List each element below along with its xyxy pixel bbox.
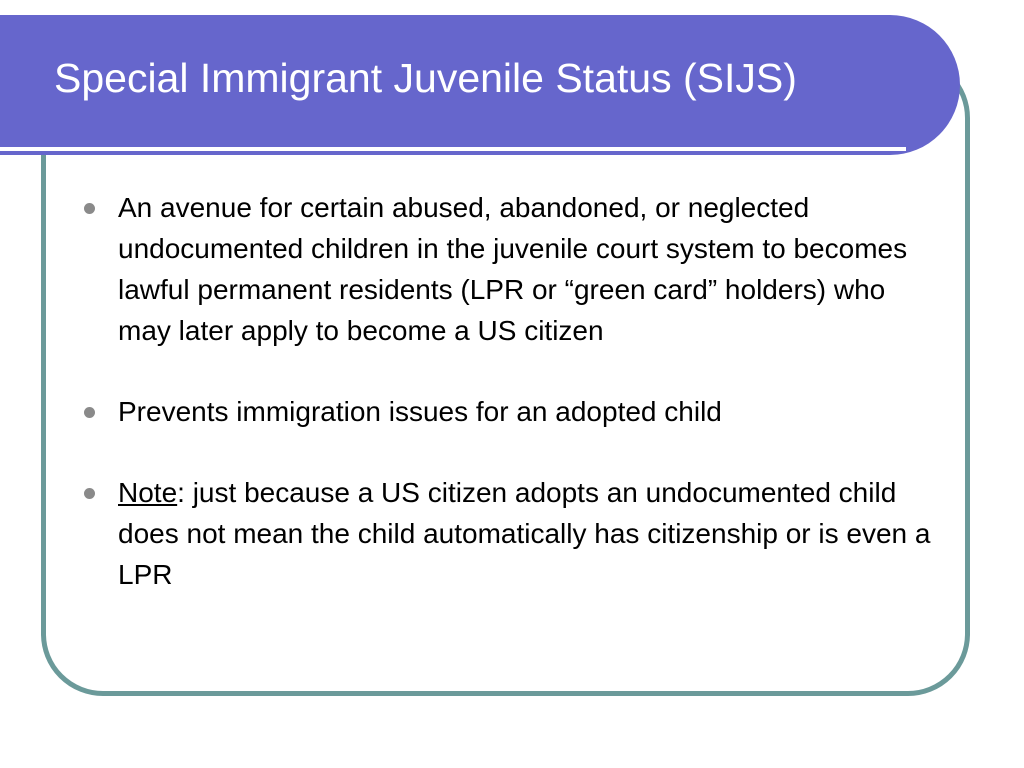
bullet-item xyxy=(80,187,940,351)
slide-title: Special Immigrant Juvenile Status (SIJS) xyxy=(54,55,797,101)
bullet-dot-icon xyxy=(84,488,95,499)
bullet-item xyxy=(80,391,940,432)
bullet-text: : just because a US citizen adopts an undocumented child does not mean the child automatically has citizenship or is even a LPR xyxy=(118,477,931,590)
bullet-dot-icon xyxy=(84,203,95,214)
bullet-text: Prevents immigration issues for an adopted child xyxy=(118,396,722,427)
bullet-item xyxy=(80,472,940,595)
title-underline xyxy=(0,147,906,151)
note-label: Note xyxy=(118,477,178,508)
bullet-text: An avenue for certain abused, abandoned, or neglected undocumented children in the juvenile court system to becomes lawful permanent residents (LPR or “green card” holders) who may later apply to become a US citizen xyxy=(118,192,908,346)
bullet-list xyxy=(80,187,940,635)
bullet-dot-icon xyxy=(84,407,95,418)
